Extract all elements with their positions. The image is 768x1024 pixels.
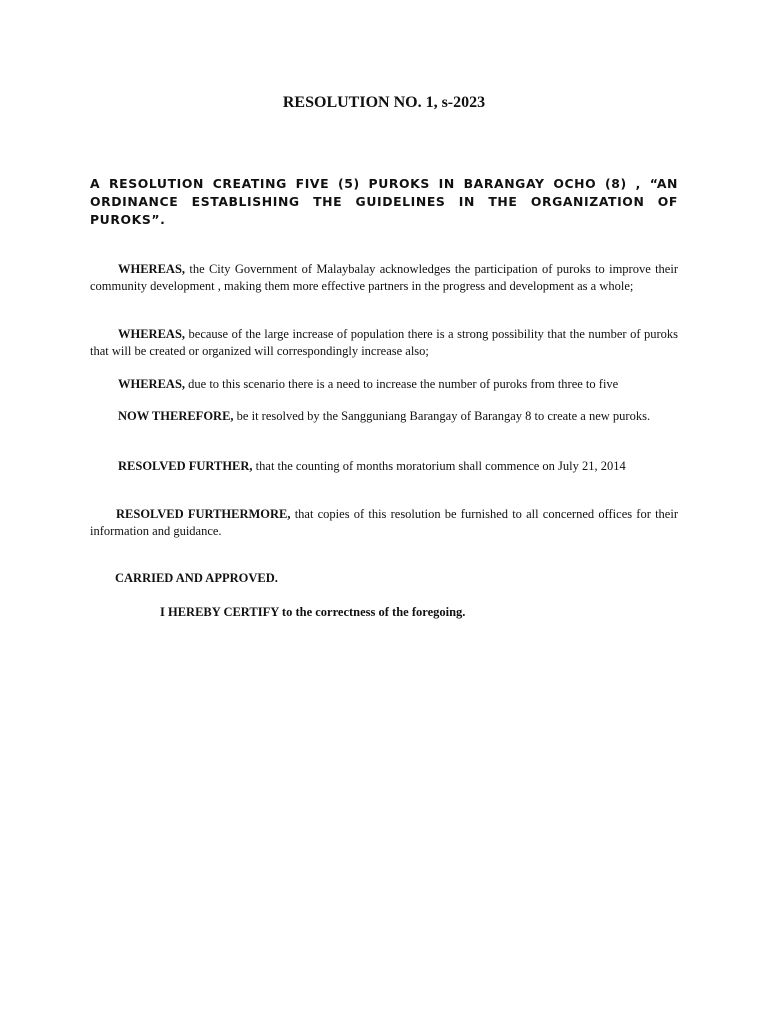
paragraph-text: that copies of this resolution be furnished to all concerned offices for their information and guidance. <box>90 507 678 538</box>
certification-line: I HEREBY CERTIFY to the correctness of the foregoing. <box>160 605 466 619</box>
whereas-paragraph-1 <box>90 261 678 295</box>
resolved-further-paragraph <box>90 458 678 475</box>
paragraph-text: that the counting of months moratorium shall commence on July 21, 2014 <box>252 459 626 473</box>
paragraph-lead: WHEREAS, <box>118 327 186 341</box>
resolved-furthermore-paragraph <box>90 506 678 540</box>
paragraph-text: because of the large increase of population there is a strong possibility that the number of puroks that will be created or organized will correspondingly increase also; <box>90 327 678 358</box>
paragraph-text: due to this scenario there is a need to increase the number of puroks from three to five <box>185 377 619 391</box>
resolution-subtitle: A RESOLUTION CREATING FIVE (5) PUROKS IN BARANGAY OCHO (8) , “AN ORDINANCE ESTABLISHING THE GUIDELINES IN THE ORGANIZATION OF PUROKS”. <box>90 176 678 227</box>
carried-approved-line: CARRIED AND APPROVED. <box>115 571 278 585</box>
resolution-title: RESOLUTION NO. 1, s-2023 <box>282 94 486 111</box>
paragraph-text: the City Government of Malaybalay acknowledges the participation of puroks to improve their community development , making them more effective partners in the progress and development as a whole; <box>90 262 678 293</box>
paragraph-lead: WHEREAS, <box>118 377 186 391</box>
paragraph-lead: RESOLVED FURTHER, <box>118 459 253 473</box>
now-therefore-paragraph <box>90 408 678 425</box>
paragraph-lead: WHEREAS, <box>118 262 186 276</box>
paragraph-lead: RESOLVED FURTHERMORE, <box>116 507 291 521</box>
paragraph-text: be it resolved by the Sangguniang Barangay of Barangay 8 to create a new puroks. <box>233 409 651 423</box>
whereas-paragraph-3 <box>90 376 678 393</box>
paragraph-lead: NOW THEREFORE, <box>118 409 234 423</box>
whereas-paragraph-2 <box>90 326 678 360</box>
